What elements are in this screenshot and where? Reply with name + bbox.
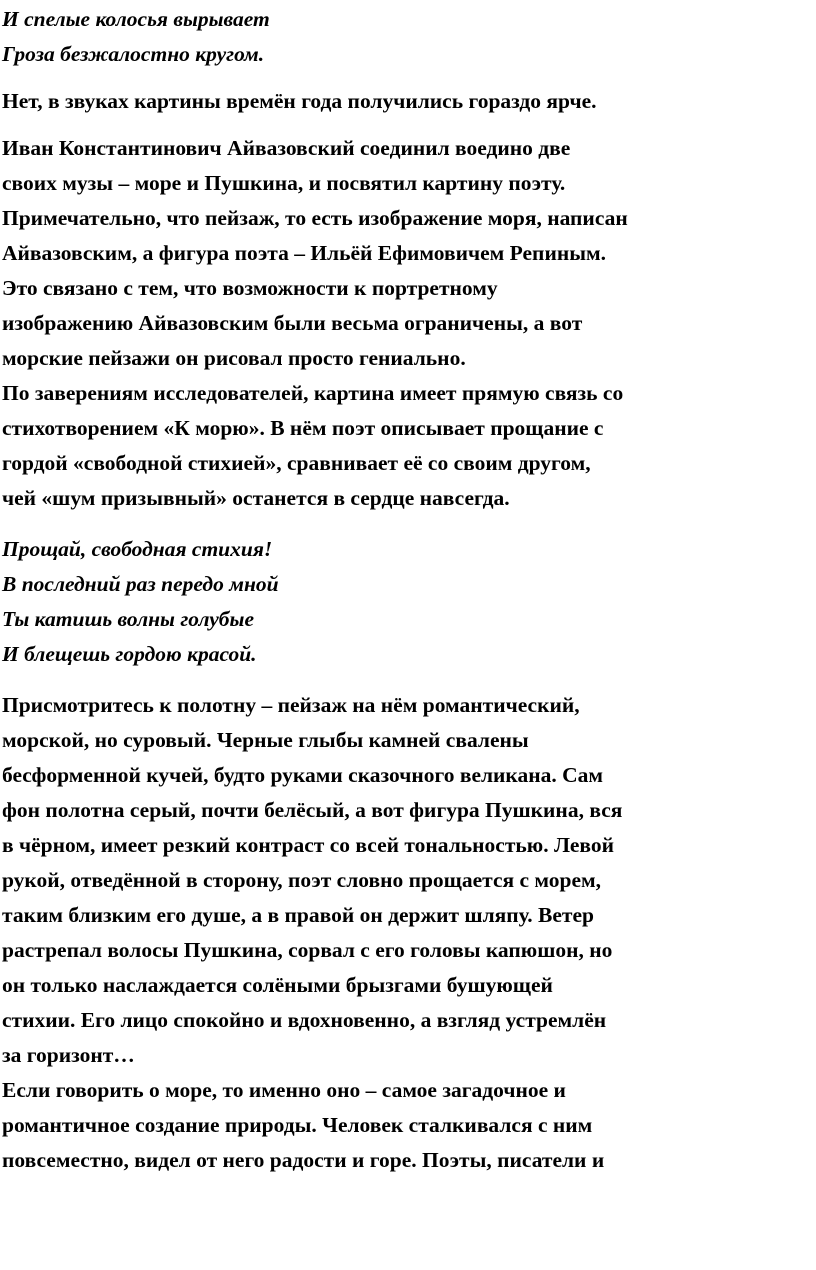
poem-excerpt-2 [2, 532, 816, 672]
text-line: Если говорить о море, то именно оно – самое загадочное и [2, 1078, 566, 1102]
poem-line: Прощай, свободная стихия! [2, 537, 273, 561]
text-line: он только наслаждается солёными брызгами бушующей [2, 973, 553, 997]
text-line: морской, но суровый. Черные глыбы камней свалены [2, 728, 529, 752]
text-line: бесформенной кучей, будто руками сказочного великана. Сам [2, 763, 604, 787]
text-line: растрепал волосы Пушкина, сорвал с его головы капюшон, но [2, 938, 613, 962]
poem-line: И спелые колосья вырывает [2, 7, 270, 31]
poem-line: В последний раз передо мной [2, 572, 279, 596]
poem-excerpt-1 [2, 2, 816, 72]
text-line: гордой «свободной стихией», сравнивает её со своим другом, [2, 451, 591, 475]
text-line: таким близким его душе, а в правой он держит шляпу. Ветер [2, 903, 594, 927]
text-line: своих музы – море и Пушкина, и посвятил картину поэту. [2, 171, 566, 195]
text-line: морские пейзажи он рисовал просто гениально. [2, 346, 466, 370]
text-line: рукой, отведённой в сторону, поэт словно прощается с морем, [2, 868, 602, 892]
text-line: По заверениям исследователей, картина имеет прямую связь со [2, 381, 624, 405]
paragraph-1 [2, 84, 816, 119]
text-line: фон полотна серый, почти белёсый, а вот фигура Пушкина, вся [2, 798, 623, 822]
text-line: за горизонт… [2, 1043, 135, 1067]
text-line: Присмотритесь к полотну – пейзаж на нём романтический, [2, 693, 580, 717]
paragraph-3 [2, 688, 816, 1178]
text-line: Айвазовским, а фигура поэта – Ильёй Ефимовичем Репиным. [2, 241, 607, 265]
text-line: стихотворением «К морю». В нём поэт описывает прощание с [2, 416, 604, 440]
poem-line: И блещешь гордою красой. [2, 642, 257, 666]
text-line: повсеместно, видел от него радости и горе. Поэты, писатели и [2, 1148, 605, 1172]
text-line: в чёрном, имеет резкий контраст со всей тональностью. Левой [2, 833, 614, 857]
poem-line: Ты катишь волны голубые [2, 607, 254, 631]
paragraph-2 [2, 131, 816, 516]
text-line: Это связано с тем, что возможности к портретному [2, 276, 498, 300]
text-line: романтичное создание природы. Человек сталкивался с ним [2, 1113, 593, 1137]
text-line: стихии. Его лицо спокойно и вдохновенно, а взгляд устремлён [2, 1008, 607, 1032]
text-line: Иван Константинович Айвазовский соединил воедино две [2, 136, 571, 160]
text-line: чей «шум призывный» останется в сердце навсегда. [2, 486, 510, 510]
poem-line: Гроза безжалостно кругом. [2, 42, 265, 66]
text-line: изображению Айвазовским были весьма ограничены, а вот [2, 311, 583, 335]
text-line: Нет, в звуках картины времён года получились гораздо ярче. [2, 89, 597, 113]
text-line: Примечательно, что пейзаж, то есть изображение моря, написан [2, 206, 628, 230]
